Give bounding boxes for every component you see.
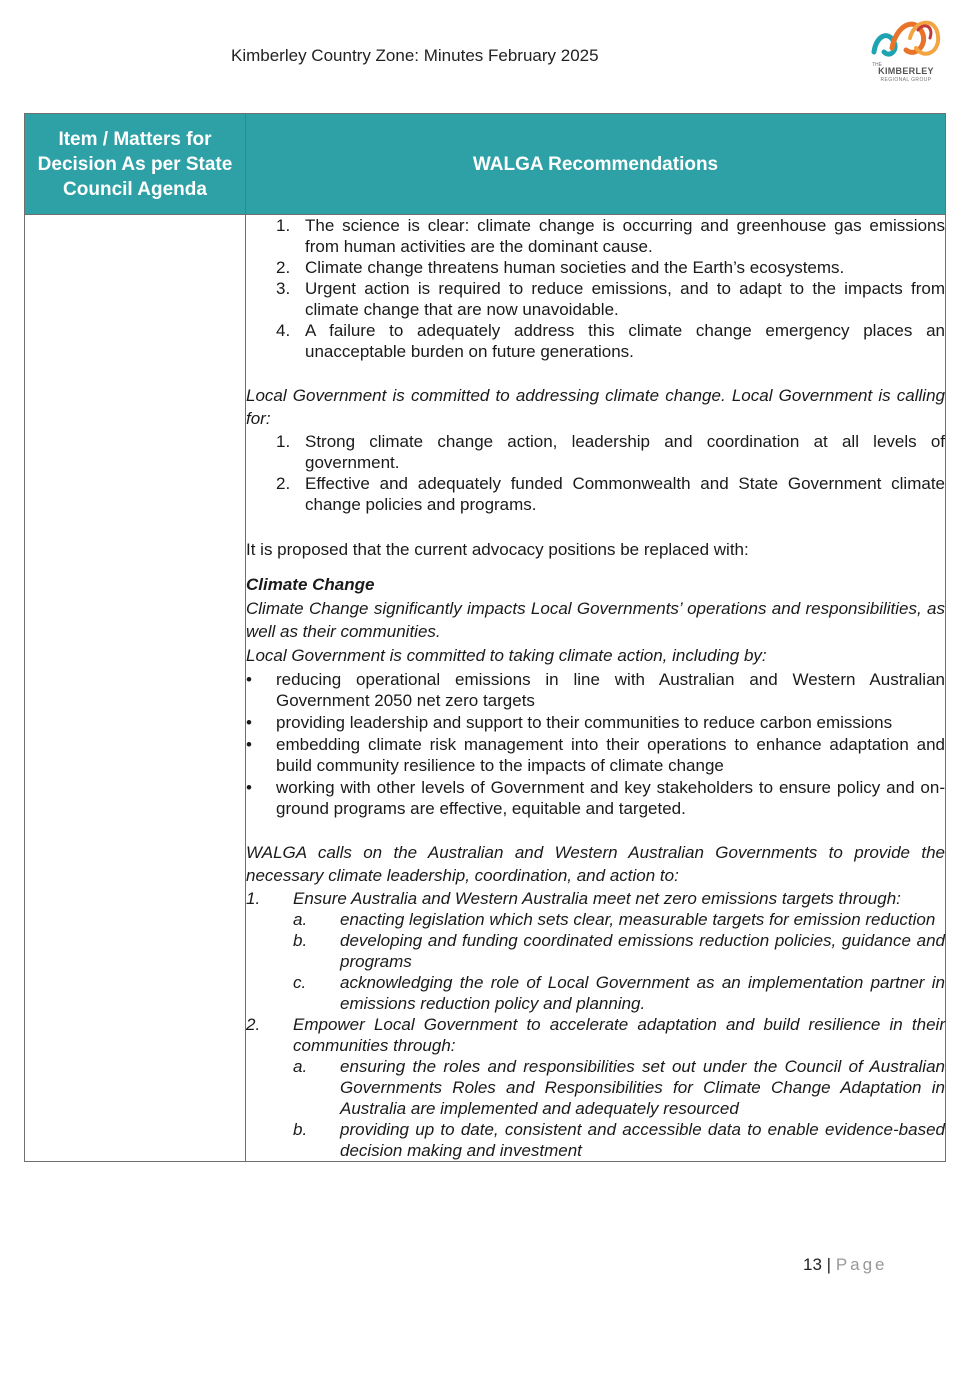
lg-committed-paragraph: Local Government is committed to addressing climate change. Local Government is calling for: xyxy=(246,386,945,428)
list-item: 3. Urgent action is required to reduce emissions, and to adapt to the impacts from climate change that are now unavoidable. xyxy=(276,279,945,319)
list-item: 2. Effective and adequately funded Commonwealth and State Government climate change policies and programs. xyxy=(276,474,945,514)
page-footer xyxy=(803,1255,888,1275)
list-item: 2. Empower Local Government to accelerate adaptation and build resilience in their communities through: a. ensuring the roles and responsibilities set out under the Council of Australian Governments Roles and Responsibilities for Climate Change Adaptation in Australia are implemented and adequately resourced b. providing up to date, consistent and accessible data to enable evidence-based decision making and investment xyxy=(246,1015,945,1160)
climate-change-heading: Climate Change xyxy=(246,575,375,594)
proposed-paragraph: It is proposed that the current advocacy positions be replaced with: xyxy=(246,540,749,559)
logo-text: KIMBERLEY xyxy=(878,66,934,76)
sub-list-item: a. ensuring the roles and responsibilities set out under the Council of Australian Governments Roles and Responsibilities for Climate Change Adaptation in Australia are implemented and adequately resourced xyxy=(293,1057,945,1118)
sub-list-item: c. acknowledging the role of Local Government as an implementation partner in emissions reduction policy and planning. xyxy=(293,973,945,1013)
lg-calling-for-list xyxy=(246,431,945,515)
logo-swirl-icon xyxy=(866,8,946,68)
recommendations-table xyxy=(24,113,946,1162)
table-row xyxy=(25,215,946,1162)
page-separator: | xyxy=(826,1255,832,1274)
column-header-walga-recommendations: WALGA Recommendations xyxy=(246,114,946,215)
list-item: 4. A failure to adequately address this climate change emergency places an unacceptable burden on future generations. xyxy=(276,321,945,361)
list-item: 1. Strong climate change action, leadership and coordination at all levels of government. xyxy=(276,432,945,472)
walga-sub-list xyxy=(293,909,945,1014)
walga-calls-paragraph: WALGA calls on the Australian and Western Australian Governments to provide the necessary climate leadership, coordination, and action to: xyxy=(246,843,945,885)
sub-list-item: b. developing and funding coordinated emissions reduction policies, guidance and programs xyxy=(293,931,945,971)
column-header-item-matters: Item / Matters for Decision As per State Council Agenda xyxy=(25,114,246,215)
table-header-row xyxy=(25,114,946,215)
list-item: 1. Ensure Australia and Western Australia meet net zero emissions targets through: a. enacting legislation which sets clear, measurable targets for emission reduction b. developing and funding coordinated emissions reduction policies, guidance and programs c. acknowledging the role of Local Government as an implementation partner in emissions reduction policy and planning. xyxy=(246,889,945,1013)
list-item: • providing leadership and support to their communities to reduce carbon emissions xyxy=(246,713,893,732)
walga-sub-list xyxy=(293,1056,945,1161)
logo-subtext: REGIONAL GROUP xyxy=(880,77,932,83)
climate-action-commitment: Local Government is committed to taking climate action, including by: xyxy=(246,646,767,665)
document-header-title: Kimberley Country Zone: Minutes February 2025 xyxy=(231,46,599,65)
climate-action-bullets xyxy=(246,669,945,819)
recommendations-cell xyxy=(246,215,946,1162)
kimberley-regional-group-logo xyxy=(866,8,946,88)
sub-list-item: b. providing up to date, consistent and accessible data to enable evidence-based decision making and investment xyxy=(293,1120,945,1160)
walga-actions-list xyxy=(246,888,945,1161)
climate-principles-list xyxy=(246,215,945,362)
list-item: 1. The science is clear: climate change is occurring and greenhouse gas emissions from human activities are the dominant cause. xyxy=(276,216,945,256)
list-item: • working with other levels of Government and key stakeholders to ensure policy and on-ground programs are effective, equitable and targeted. xyxy=(246,778,945,818)
page-number: 13 xyxy=(803,1255,822,1274)
svg-text:THE: THE xyxy=(872,62,882,68)
list-item: • embedding climate risk management into their operations to enhance adaptation and build community resilience to the impacts of climate change xyxy=(246,735,945,775)
list-item: • reducing operational emissions in line with Australian and Western Australian Government 2050 net zero targets xyxy=(246,670,945,710)
list-item: 2. Climate change threatens human societies and the Earth’s ecosystems. xyxy=(276,258,845,277)
climate-change-paragraph: Climate Change significantly impacts Local Governments’ operations and responsibilities, as well as their communities. xyxy=(246,599,945,641)
sub-list-item: a. enacting legislation which sets clear, measurable targets for emission reduction xyxy=(293,910,936,929)
item-cell xyxy=(25,215,246,1162)
page-label: Page xyxy=(835,1255,888,1274)
